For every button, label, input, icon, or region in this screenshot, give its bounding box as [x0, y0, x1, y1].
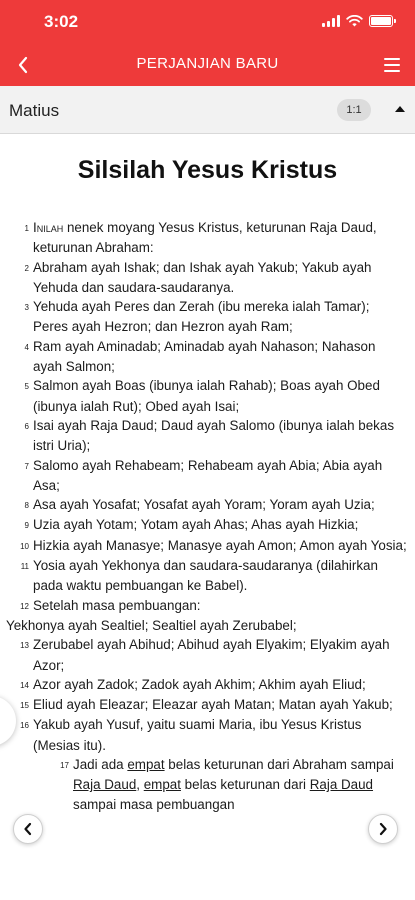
wifi-icon: [346, 15, 363, 27]
verse-5: 5 Salmon ayah Boas (ibunya ialah Rahab); Boas ayah Obed (ibunya ialah Rut); Obed ayah Isai;: [24, 378, 380, 414]
verse-2: 2 Abraham ayah Ishak; dan Ishak ayah Yakub; Yakub ayah Yehuda dan saudara-saudaranya.: [24, 259, 372, 295]
battery-icon: [369, 15, 393, 27]
status-time: 3:02: [44, 12, 79, 31]
verse-6: 6 Isai ayah Raja Daud; Daud ayah Salomo (ibunya ialah bekas istri Uria);: [24, 417, 395, 454]
verse-13: 13 Zerubabel ayah Abihud; Abihud ayah Elyakim; Elyakim ayah Azor;: [20, 637, 390, 673]
verse-7: 7 Salomo ayah Rehabeam; Rehabeam ayah Abia; Abia ayah Asa;: [24, 457, 383, 493]
verse-14: 14 Azor ayah Zadok; Zadok ayah Akhim; Akhim ayah Eliud;: [20, 676, 366, 692]
verse-16: 16 Yakub ayah Yusuf, yaitu suami Maria, ibu Yesus Kristus (Mesias itu).: [20, 717, 362, 753]
verse-4: 4 Ram ayah Aminadab; Aminadab ayah Nahason; Nahason ayah Salmon;: [24, 338, 376, 375]
menu-button[interactable]: [377, 50, 407, 80]
hamburger-menu-icon: [384, 58, 400, 60]
caret-up-icon[interactable]: [395, 106, 405, 112]
chevron-left-icon: [23, 822, 33, 836]
signal-icon: [322, 15, 340, 27]
status-icons: [322, 15, 393, 27]
nav-bar: [0, 44, 415, 86]
reading-pane[interactable]: [0, 134, 415, 900]
app-header: [0, 0, 415, 86]
verse-8: 8 Asa ayah Yosafat; Yosafat ayah Yoram; Yoram ayah Uzia;: [24, 497, 375, 513]
verse-9: 9 Uzia ayah Yotam; Yotam ayah Ahas; Ahas ayah Hizkia;: [24, 517, 359, 533]
section-title: Silsilah Yesus Kristus: [77, 156, 338, 184]
verse-12: 12 Setelah masa pembuangan:: [20, 597, 201, 613]
verse-list: [6, 218, 408, 814]
verse-15: 15 Eliud ayah Eleazar; Eleazar ayah Matan; Matan ayah Yakub;: [20, 697, 393, 713]
verse-17: 17 Jadi ada empat belas keturunan dari Abraham sampai Raja Daud, empat belas keturunan dari Raja Daud sampai masa pembuangan: [60, 757, 394, 812]
verse-1: 1 Inilah nenek moyang Yesus Kristus, keturunan Raja Daud, keturunan Abraham:: [24, 220, 377, 256]
chapter-badge[interactable]: 1:1: [337, 99, 371, 121]
chevron-right-icon: [378, 822, 388, 836]
nav-title: PERJANJIAN BARU: [136, 55, 279, 72]
book-name: Matius: [9, 101, 60, 120]
status-bar: [0, 0, 415, 44]
previous-chapter-button[interactable]: [13, 814, 43, 844]
verse-3: 3 Yehuda ayah Peres dan Zerah (ibu mereka ialah Tamar); Peres ayah Hezron; dan Hezron ayah Ram;: [24, 299, 370, 335]
verse-10: 10 Hizkia ayah Manasye; Manasye ayah Amon; Amon ayah Yosia;: [20, 537, 407, 553]
book-selector[interactable]: [0, 86, 415, 134]
verse-12-continuation: Yekhonya ayah Sealtiel; Sealtiel ayah Zerubabel;: [6, 617, 297, 633]
next-chapter-button[interactable]: [368, 814, 398, 844]
verse-11: 11 Yosia ayah Yekhonya dan saudara-saudaranya (dilahirkan pada waktu pembuangan ke Babel).: [20, 558, 378, 594]
